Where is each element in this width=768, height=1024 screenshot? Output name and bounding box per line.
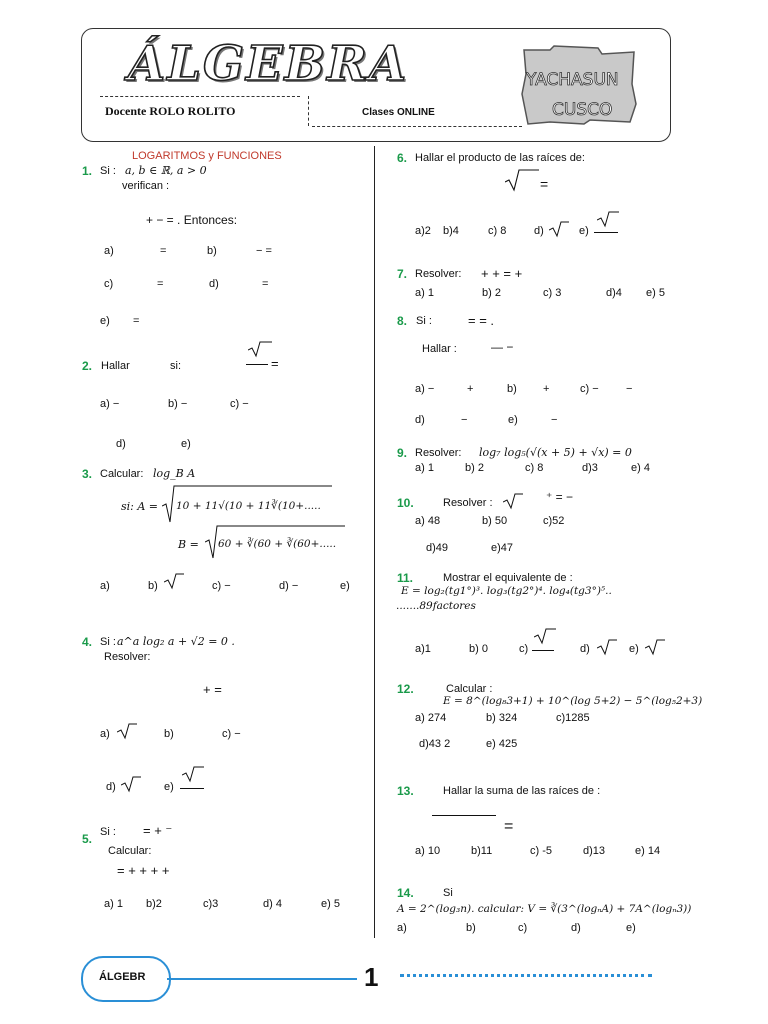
q14-opt-e: e) (626, 922, 636, 934)
q9-math: log₇ log₅(√(x + 5) + √x) = 0 (479, 446, 632, 459)
q10-sqrt-icon (503, 492, 523, 513)
q8-line2: Hallar : (422, 343, 457, 355)
q7-opt-b: b) 2 (482, 287, 501, 299)
q1-opt-e-math: = (133, 315, 140, 327)
q11-number: 11. (397, 571, 414, 585)
q8-opt-d2: − (461, 414, 468, 426)
q4-opt-d: d) (106, 781, 116, 793)
footer-line (167, 978, 357, 980)
footer-dots (400, 974, 652, 977)
q8-opt-c: c) − (580, 383, 599, 395)
q14-number: 14. (397, 886, 414, 900)
q8-eq1: = = . (468, 313, 495, 328)
classes-label: Clases ONLINE (362, 107, 435, 118)
q9-opt-d: d)3 (582, 462, 598, 474)
header-dash-bottom (312, 126, 522, 127)
logo-line2: CUSCO (552, 100, 613, 120)
q1-opt-d-math: = (262, 278, 269, 290)
q10-number: 10. (397, 496, 414, 510)
q6-opt-e: e) (579, 225, 589, 237)
q14-opt-b: b) (466, 922, 476, 934)
q5-opt-b: b)2 (146, 898, 162, 910)
q4-opt-b: b) (164, 728, 174, 740)
q5-opt-a: a) 1 (104, 898, 123, 910)
q8-opt-c2: − (626, 383, 633, 395)
q1-line3: + − = . Entonces: (146, 213, 238, 227)
q8-opt-b: b) (507, 383, 517, 395)
q11-opt-d: d) (580, 643, 590, 655)
q6-sqrt-icon (505, 168, 541, 195)
q8-number: 8. (397, 314, 408, 328)
q6-number: 6. (397, 151, 408, 165)
q3-text: Calcular: (100, 468, 144, 480)
q8-opt-b2: + (543, 383, 550, 395)
q7-text: Resolver: (415, 268, 462, 280)
teacher-name: Docente ROLO ROLITO (105, 104, 236, 118)
q13-eq: = (504, 818, 514, 835)
q5-line2: Calcular: (108, 845, 152, 857)
q12-number: 12. (397, 682, 414, 696)
q1-text: Si : (100, 165, 116, 177)
yachasun-logo (520, 44, 638, 129)
q9-opt-a: a) 1 (415, 462, 434, 474)
q3-line-a: si: A = (121, 500, 159, 513)
q1-opt-a: a) (104, 245, 114, 257)
q1-opt-a-math: = (160, 245, 167, 257)
q12-text: Calcular : (446, 683, 493, 695)
q3-opt-c: c) − (212, 580, 231, 592)
q14-opt-a: a) (397, 922, 407, 934)
q13-opt-e: e) 14 (635, 845, 661, 857)
q8-opt-e: e) (508, 414, 518, 426)
q5-opt-e: e) 5 (321, 898, 340, 910)
q10-opt-c: c)52 (543, 515, 565, 527)
q4-opt-e: e) (164, 781, 174, 793)
q12-opt-c: c)1285 (556, 712, 590, 724)
q12-opt-d: d)43 2 (419, 738, 451, 750)
q2-sqrt-icon (248, 340, 272, 361)
q2-opt-a: a) − (100, 398, 120, 410)
q13-number: 13. (397, 784, 414, 798)
q1-number: 1. (82, 164, 93, 178)
q6-opt-e-sqrt-icon (597, 210, 619, 231)
q4-opt-a-sqrt-icon (117, 722, 137, 743)
q6-opt-c: c) 8 (488, 225, 507, 237)
q5-eq2: = + + + + (117, 863, 170, 878)
q7-opt-a: a) 1 (415, 287, 434, 299)
q12-opt-b: b) 324 (486, 712, 518, 724)
page-title: ÁLGEBRA (128, 36, 409, 92)
q6-opt-b: b)4 (443, 225, 459, 237)
q11-math2: .......89factores (396, 600, 476, 612)
q3-radical-a: 10 + 11√(10 + 11∛(10+..... (176, 500, 321, 512)
q2-opt-c: c) − (230, 398, 249, 410)
q8-text: Si : (416, 315, 432, 327)
q1-opt-c: c) (104, 278, 114, 290)
q9-opt-e: e) 4 (631, 462, 650, 474)
q6-opt-a: a)2 (415, 225, 431, 237)
q6-opt-e-bar (594, 232, 618, 233)
q2-number: 2. (82, 359, 93, 373)
q10-eq: ⁺ = − (546, 490, 574, 504)
q13-opt-b: b)11 (471, 845, 493, 857)
q9-text: Resolver: (415, 447, 462, 459)
q13-opt-a: a) 10 (415, 845, 441, 857)
q2-opt-b: b) − (168, 398, 188, 410)
q1-opt-c-math: = (157, 278, 164, 290)
q2-eq: = (271, 356, 279, 371)
q3-opt-e: e) (340, 580, 350, 592)
q1-opt-d: d) (209, 278, 219, 290)
q4-opt-a: a) (100, 728, 110, 740)
q11-math: E = log₂(tg1°)³. log₃(tg2°)⁴. log₄(tg3°)⁵.. (401, 585, 612, 597)
q11-opt-a: a)1 (415, 643, 431, 655)
page-number: 1 (364, 962, 379, 992)
q12-opt-e: e) 425 (486, 738, 518, 750)
q9-opt-c: c) 8 (525, 462, 544, 474)
q5-opt-d: d) 4 (263, 898, 282, 910)
q4-opt-e-sqrt-icon (182, 765, 204, 786)
q3-radical-b: 60 + ∛(60 + ∛(60+..... (218, 538, 337, 550)
q8-opt-a: a) − (415, 383, 435, 395)
q5-text: Si : (100, 826, 116, 838)
q3-math: log_B A (153, 467, 196, 480)
q11-opt-e-sqrt-icon (645, 638, 665, 659)
q12-opt-a: a) 274 (415, 712, 447, 724)
q1-opt-b: b) (207, 245, 217, 257)
q4-math: a^a log₂ a + √2 = 0 . (117, 635, 235, 648)
q13-fraction-bar (432, 815, 496, 816)
q2-fraction-bar (246, 364, 268, 365)
q10-opt-e: e)47 (491, 542, 514, 554)
q3-opt-b: b) (148, 580, 158, 592)
column-divider (374, 146, 375, 938)
q6-opt-d: d) (534, 225, 544, 237)
q4-number: 4. (82, 635, 93, 649)
q14-math: A = 2^(log₃n). calcular: V = ∛(3^(logₙA) + 7A^(logₙ3)) (397, 903, 692, 915)
q1-opt-b-math: − = (256, 245, 272, 257)
q11-opt-c: c) (519, 643, 529, 655)
q12-math: E = 8^(log₈3+1) + 10^(log 5+2) − 5^(log₅2+3) (443, 695, 703, 707)
q13-text: Hallar la suma de las raíces de : (443, 785, 601, 797)
q11-opt-b: b) 0 (469, 643, 488, 655)
header-dash-vertical (308, 96, 309, 126)
q11-opt-c-sqrt-icon (534, 627, 556, 648)
q10-opt-d: d)49 (426, 542, 449, 554)
q4-text: Si : (100, 636, 116, 648)
q11-opt-e: e) (629, 643, 639, 655)
header-dash-top (100, 96, 300, 97)
q7-opt-c: c) 3 (543, 287, 562, 299)
logo-line1: YACHASUN (526, 70, 619, 90)
q7-opt-e: e) 5 (646, 287, 665, 299)
q4-opt-c: c) − (222, 728, 241, 740)
q8-opt-a2: + (467, 383, 474, 395)
q6-opt-d-sqrt-icon (549, 220, 569, 241)
q6-eq: = (540, 176, 549, 192)
q10-opt-b: b) 50 (482, 515, 508, 527)
q3-opt-b-sqrt-icon (164, 572, 184, 593)
q3-opt-a: a) (100, 580, 110, 592)
q3-number: 3. (82, 467, 93, 481)
q4-opt-e-bar (180, 788, 204, 789)
q4-opt-d-sqrt-icon (121, 775, 141, 796)
q1-math: a, b ∈ ℝ, a > 0 (125, 164, 207, 177)
q9-number: 9. (397, 446, 408, 460)
q7-eq: + + = + (481, 266, 523, 281)
q11-opt-c-bar (532, 650, 554, 651)
q1-line2: verifican : (122, 180, 170, 192)
q13-opt-d: d)13 (583, 845, 606, 857)
q14-text: Si (443, 887, 453, 899)
q9-opt-b: b) 2 (465, 462, 484, 474)
q8-opt-d: d) (415, 414, 425, 426)
q5-opt-c: c)3 (203, 898, 219, 910)
q14-opt-c: c) (518, 922, 528, 934)
q7-opt-d: d)4 (606, 287, 622, 299)
q1-opt-e: e) (100, 315, 110, 327)
q5-number: 5. (82, 832, 93, 846)
q3-line-b: B = (178, 538, 199, 551)
q10-opt-a: a) 48 (415, 515, 441, 527)
q14-opt-d: d) (571, 922, 581, 934)
q4-eq: + = (203, 682, 222, 697)
q4-line2: Resolver: (104, 651, 151, 663)
q5-eq1: = + ⁻ (143, 823, 173, 838)
q2-text: Hallar (101, 360, 130, 372)
q7-number: 7. (397, 267, 408, 281)
q2-opt-e: e) (181, 438, 191, 450)
q3-opt-d: d) − (279, 580, 299, 592)
q10-text: Resolver : (443, 497, 493, 509)
q8-opt-e2: − (551, 414, 558, 426)
footer-label: ÁLGEBR (99, 971, 146, 983)
section-title: LOGARITMOS y FUNCIONES (132, 150, 282, 162)
q13-opt-c: c) -5 (530, 845, 552, 857)
q8-eq2: — − (491, 340, 514, 354)
q2-si: si: (170, 360, 181, 372)
q11-opt-d-sqrt-icon (597, 638, 617, 659)
q6-text: Hallar el producto de las raíces de: (415, 152, 585, 164)
q2-opt-d: d) (116, 438, 126, 450)
q11-text: Mostrar el equivalente de : (443, 572, 573, 584)
